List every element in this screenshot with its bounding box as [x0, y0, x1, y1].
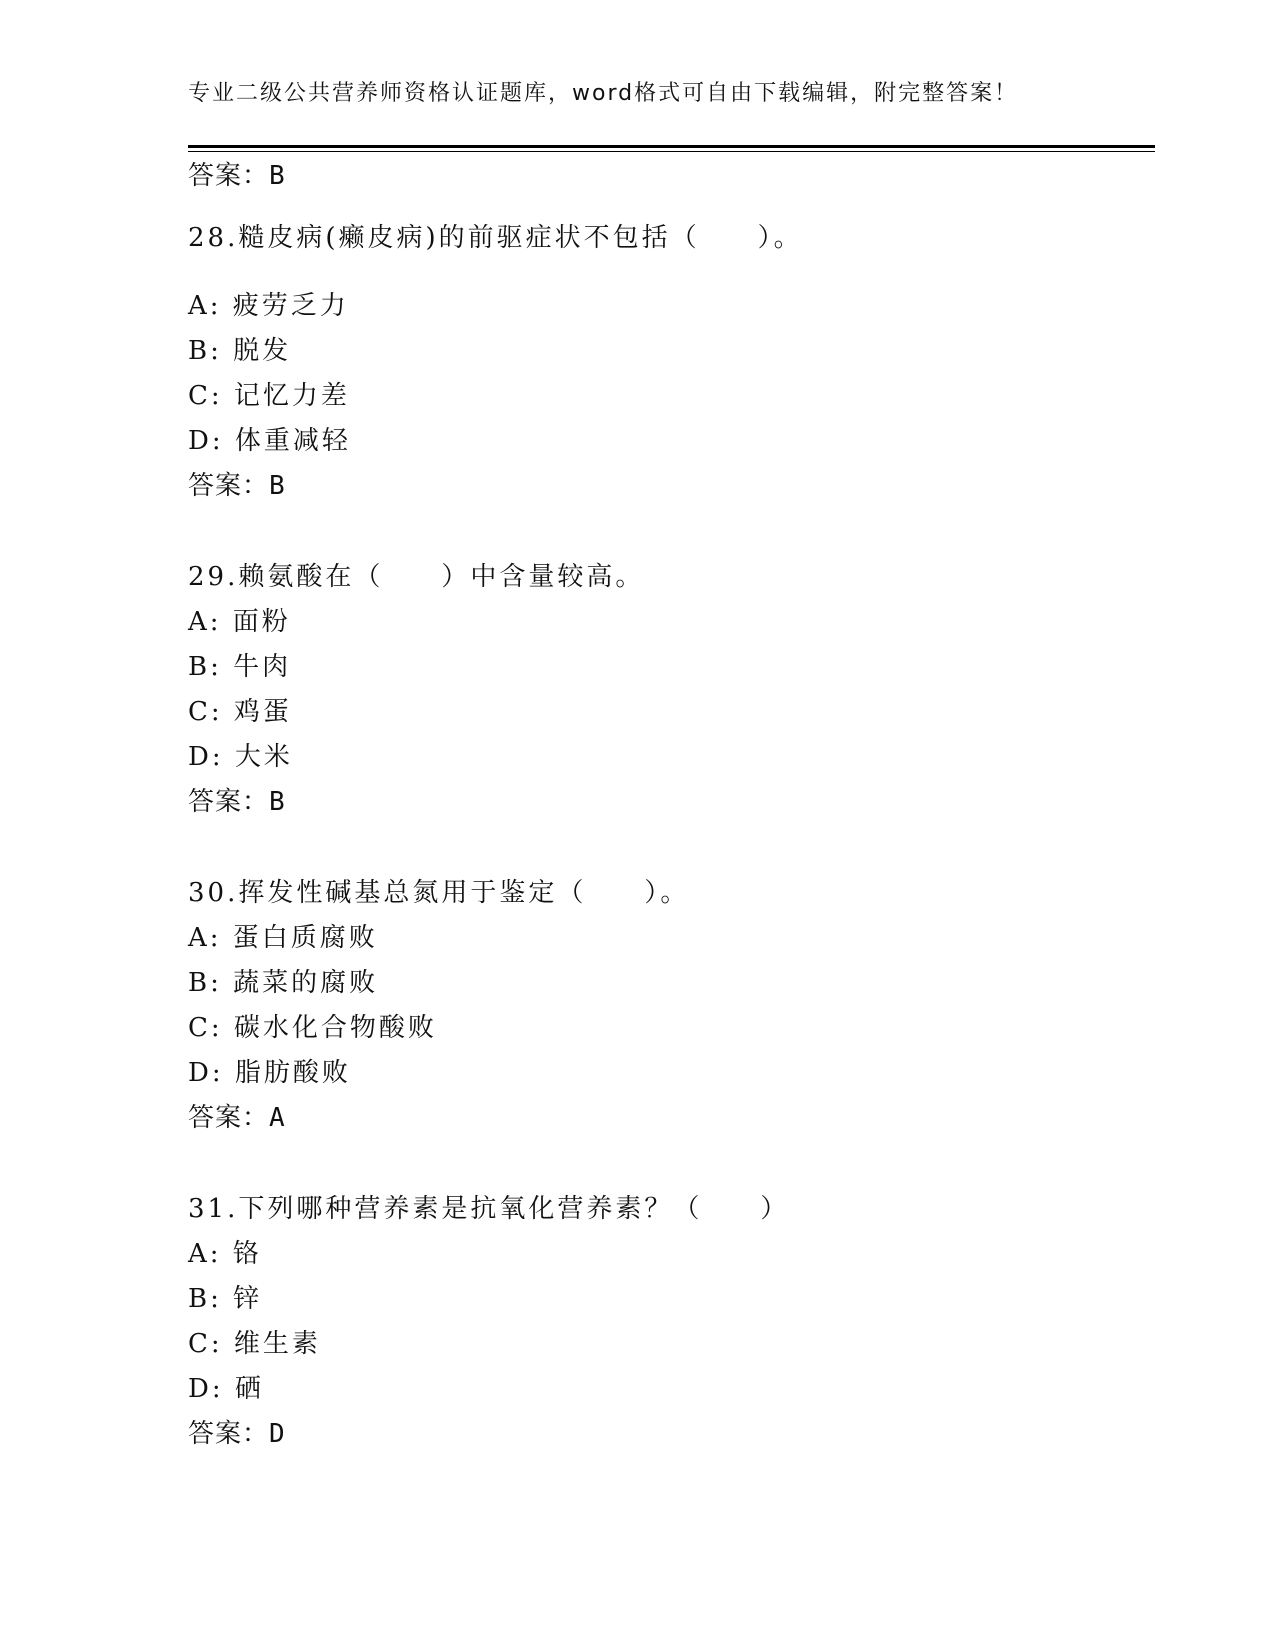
header-rule-thick — [188, 145, 1155, 148]
answer-letter: B — [269, 471, 286, 501]
option-c: C: 碳水化合物酸败 — [188, 1013, 437, 1043]
answer-label: 答案： — [188, 161, 270, 191]
answer — [188, 1102, 286, 1134]
question-stem: 31.下列哪种营养素是抗氧化营养素？（ ） — [188, 1194, 790, 1224]
question-stem: 29.赖氨酸在（ ）中含量较高。 — [188, 562, 645, 592]
option-c: C: 记忆力差 — [188, 381, 350, 411]
question-stem: 30.挥发性碱基总氮用于鉴定（ ）。 — [188, 878, 690, 908]
lead-answer — [188, 160, 286, 192]
answer — [188, 1418, 286, 1450]
answer — [188, 786, 286, 818]
header-rule-thin — [188, 151, 1155, 152]
answer-label: 答案： — [188, 1419, 270, 1449]
answer-letter: D — [269, 1419, 286, 1449]
option-d: D: 大米 — [188, 742, 293, 772]
answer-letter: B — [269, 161, 286, 191]
answer — [188, 470, 286, 502]
option-d: D: 硒 — [188, 1374, 264, 1404]
answer-letter: B — [269, 787, 286, 817]
option-a: A: 疲劳乏力 — [188, 291, 349, 321]
option-a: A: 蛋白质腐败 — [188, 923, 378, 953]
answer-label: 答案： — [188, 787, 270, 817]
option-c: C: 维生素 — [188, 1329, 321, 1359]
option-a: A: 面粉 — [188, 607, 291, 637]
page-header: 专业二级公共营养师资格认证题库，word格式可自由下载编辑，附完整答案！ — [188, 81, 1019, 106]
option-d: D: 脂肪酸败 — [188, 1058, 351, 1088]
option-d: D: 体重减轻 — [188, 426, 351, 456]
option-a: A: 铬 — [188, 1239, 262, 1269]
option-b: B: 锌 — [188, 1284, 263, 1314]
answer-label: 答案： — [188, 471, 270, 501]
answer-letter: A — [269, 1103, 286, 1133]
answer-label: 答案： — [188, 1103, 270, 1133]
option-c: C: 鸡蛋 — [188, 697, 292, 727]
question-stem: 28.糙皮病(癞皮病)的前驱症状不包括（ ）。 — [188, 223, 803, 253]
option-b: B: 牛肉 — [188, 652, 292, 682]
option-b: B: 脱发 — [188, 336, 292, 366]
option-b: B: 蔬菜的腐败 — [188, 968, 379, 998]
